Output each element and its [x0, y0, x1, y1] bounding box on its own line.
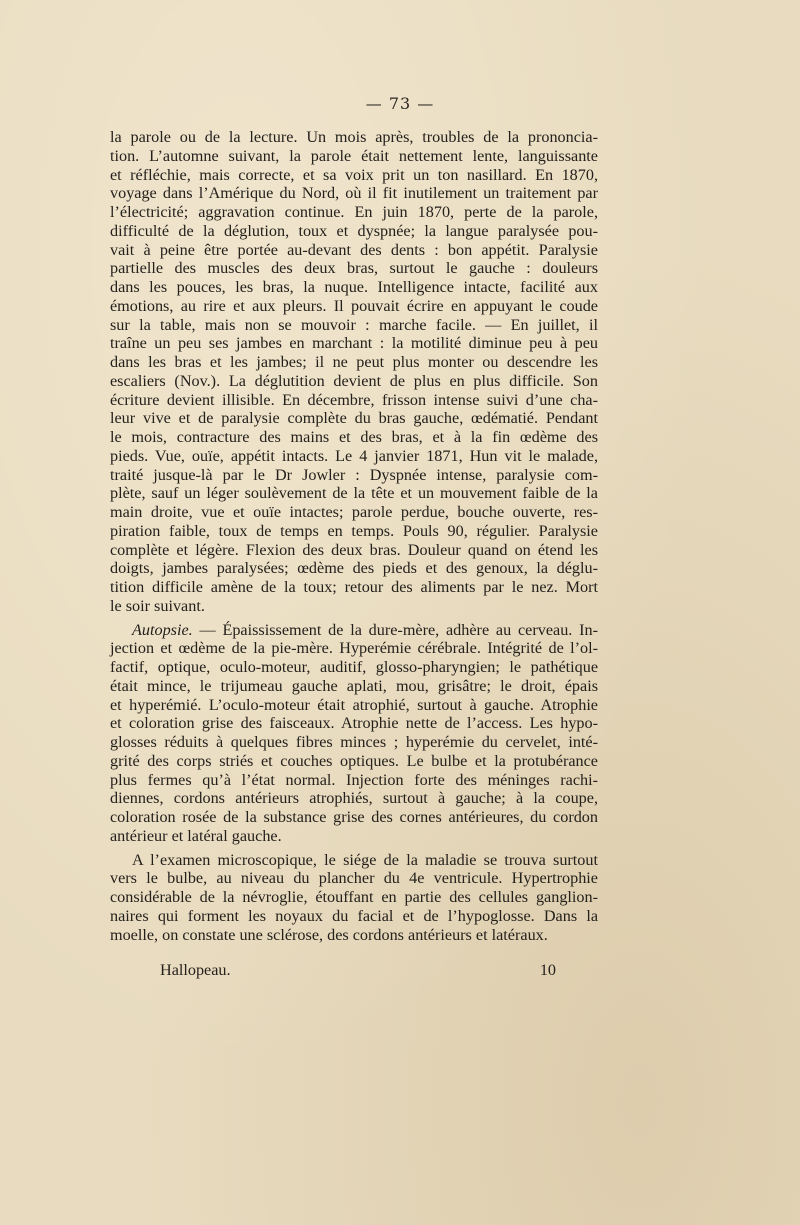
text-line: le soir suivant. [110, 596, 205, 615]
autopsy-label: Autopsie. [132, 620, 193, 639]
text-line: et réfléchie, mais correcte, et sa voix prit un ton nasillard. En 1870, [110, 165, 598, 184]
text-line: vait à peine être portée au-devant des dents : bon appétit. Paralysie [110, 240, 598, 259]
text-line: émotions, au rire et aux pleurs. Il pouvait écrire en appuyant le coude [110, 296, 598, 315]
text-line: et hyperémié. L’oculo-moteur était atrophié, surtout à gauche. Atrophie [110, 695, 598, 714]
text-line: sur la table, mais non se mouvoir : marche facile. — En juillet, il [110, 315, 598, 334]
text-line: escaliers (Nov.). La déglutition devient de plus en plus difficile. Son [110, 371, 598, 390]
text-line: factif, optique, oculo-moteur, auditif, glosso-pharyngien; le pathétique [110, 658, 598, 676]
text-line: partielle des muscles des deux bras, surtout le gauche : douleurs [110, 259, 598, 278]
text-line: tion. L’automne suivant, la parole était nettement lente, languissante [110, 146, 598, 165]
text-line: écriture devient illisible. En décembre, frisson intense suivi d’une cha- [110, 390, 598, 409]
text-line: complète et légère. Flexion des deux bras. Douleur quand on étend les [110, 540, 598, 559]
text-line: plète, sauf un léger soulèvement de la tête et un mouvement faible de la [110, 484, 598, 503]
text-line: voyage dans l’Amérique du Nord, où il fit inutilement un traitement par [110, 184, 598, 203]
text-line: diennes, cordons antérieurs atrophiés, surtout à gauche; à la coupe, [110, 789, 598, 808]
signature-mark: 10 [539, 961, 556, 979]
text-line: et coloration grise des faisceaux. Atrophie nette de l’access. Les hypo- [110, 714, 598, 733]
text-line: pieds. Vue, ouïe, appétit intacts. Le 4 janvier 1871, Hun vit le malade, [110, 446, 598, 465]
page-number: — 73 — [365, 94, 435, 113]
text-line: leur vive et de paralysie complète du bras gauche, œdématié. Pendant [110, 409, 598, 428]
text-line: doigts, jambes paralysées; œdème des pieds et des genoux, la déglu- [110, 559, 598, 578]
text-line: glosses réduits à quelques fibres minces ; hyperémie du cervelet, inté- [110, 733, 598, 751]
text-line: était mince, le trijumeau gauche aplati, mou, grisâtre; le droit, épais [110, 676, 598, 695]
text-line: considérable de la névroglie, étouffant en partie des cellules ganglion- [110, 888, 598, 906]
text-line: la parole ou de la lecture. Un mois après, troubles de la prononcia- [110, 128, 598, 146]
footer-author: Hallopeau. [160, 961, 231, 979]
page-footer [160, 961, 556, 980]
paragraph-clinical-history [110, 128, 598, 616]
text-line: piration faible, toux de temps en temps. Pouls 90, régulier. Paralysie [110, 521, 598, 540]
text-line: moelle, on constate une sclérose, des cordons antérieurs et latéraux. [110, 925, 548, 944]
paragraph-autopsy [110, 621, 598, 846]
text-line: vers le bulbe, au niveau du plancher du 4e ventricule. Hypertrophie [110, 869, 598, 888]
text-line [110, 621, 598, 640]
text-line: difficulté de la déglution, toux et dyspnée; la langue paralysée pou- [110, 221, 598, 240]
text-line: jection et œdème de la pie-mère. Hyperémie cérébrale. Intégrité de l’ol- [110, 639, 598, 658]
text-line: traité jusque-là par le Dr Jowler : Dyspnée intense, paralysie com- [110, 465, 598, 484]
text-line-rest: — Épaississement de la dure-mère, adhère au cerveau. In- [192, 620, 598, 639]
text-line: dans les bras et les jambes; il ne peut plus monter ou descendre les [110, 353, 598, 371]
text-line: coloration rosée de la substance grise des cornes antérieures, du cordon [110, 808, 598, 826]
text-line: main droite, vue et ouïe intactes; parole perdue, bouche ouverte, res- [110, 503, 598, 521]
text-line: l’électricité; aggravation continue. En juin 1870, perte de la parole, [110, 203, 598, 221]
text-line: plus fermes qu’à l’état normal. Injection forte des méninges rachi- [110, 770, 598, 789]
text-line: dans les pouces, les bras, la nuque. Intelligence intacte, facilité aux [110, 278, 598, 296]
text-line: antérieur et latéral gauche. [110, 826, 282, 845]
text-line: grité des corps striés et couches optiques. Le bulbe et la protubérance [110, 751, 598, 770]
text-line: tition difficile amène de la toux; retour des aliments par le nez. Mort [110, 578, 598, 596]
paragraph-microscopy [110, 851, 598, 945]
text-line: naires qui forment les noyaux du facial et de l’hypoglosse. Dans la [110, 906, 598, 925]
text-line: traîne un peu ses jambes en marchant : la motilité diminue peu à peu [110, 334, 598, 353]
text-line: A l’examen microscopique, le siége de la maladie se trouva surtout [132, 850, 598, 869]
text-line: le mois, contracture des mains et des bras, et à la fin œdème des [110, 428, 598, 446]
body-text [110, 128, 598, 944]
